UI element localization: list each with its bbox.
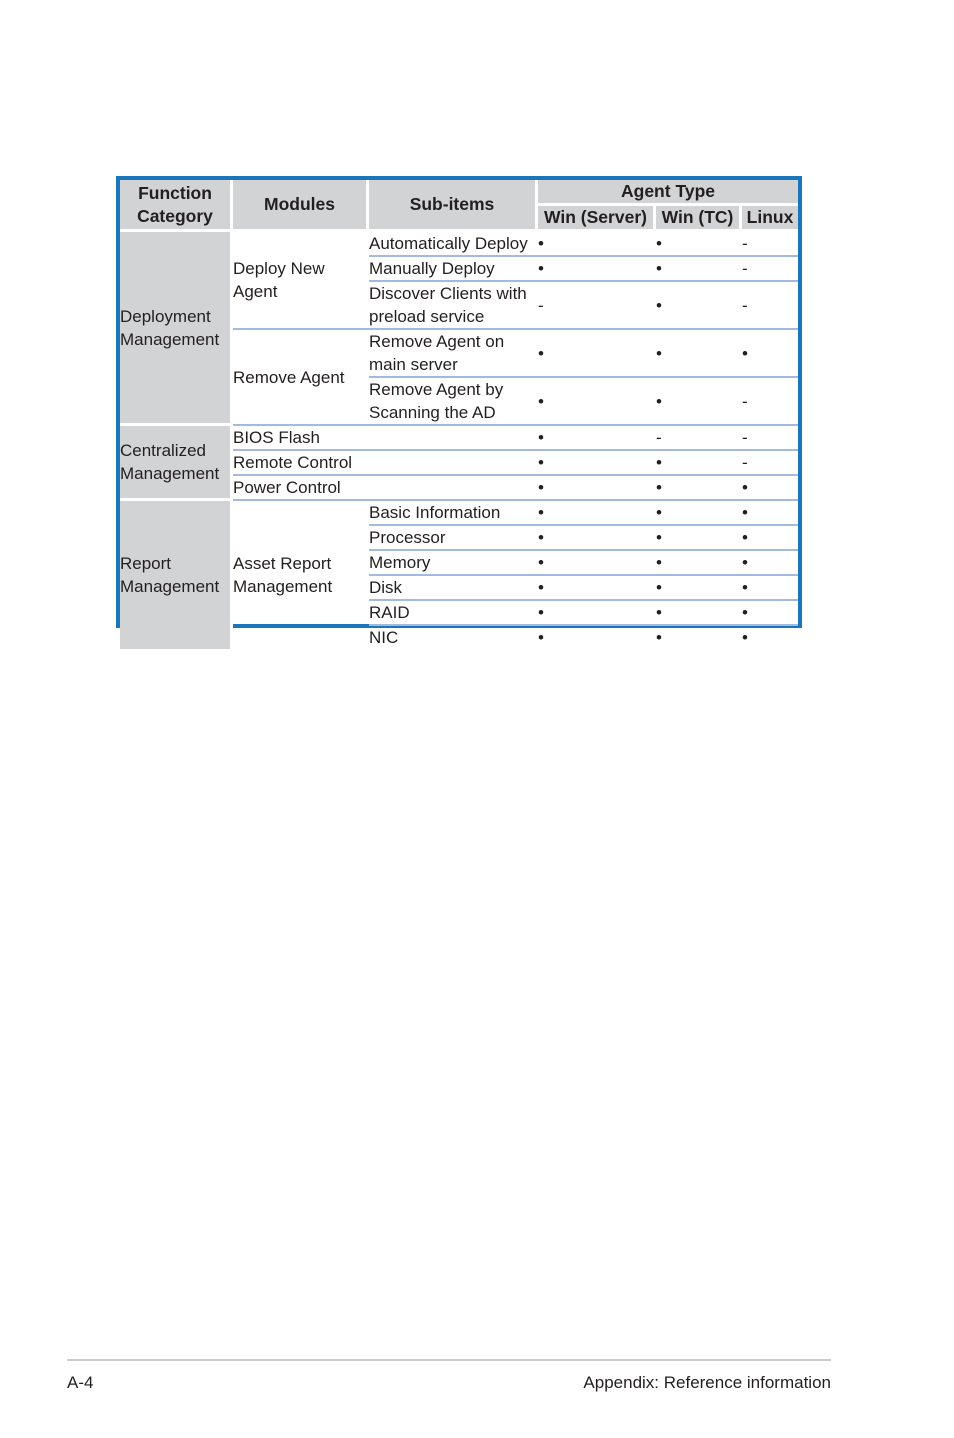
win-server-mark: • (538, 551, 656, 576)
module-cell: BIOS Flash (233, 426, 369, 451)
header-function-category: Function Category (120, 180, 233, 232)
linux-mark: • (742, 576, 798, 601)
header-agent-type: Agent Type (538, 180, 798, 206)
linux-mark: - (742, 378, 798, 426)
win-server-mark: • (538, 601, 656, 626)
win-tc-mark: - (656, 426, 742, 451)
win-tc-mark: • (656, 526, 742, 551)
sub-item-cell: Remove Agent by Scanning the AD (369, 378, 538, 426)
header-win-server: Win (Server) (538, 206, 656, 232)
module-cell: Deploy New Agent (233, 232, 369, 330)
header-sub-items: Sub-items (369, 180, 538, 232)
sub-item-cell: Disk (369, 576, 538, 601)
win-tc-mark: • (656, 330, 742, 378)
win-server-mark: • (538, 378, 656, 426)
sub-item-cell: Manually Deploy (369, 257, 538, 282)
win-server-mark: - (538, 282, 656, 330)
sub-item-cell: RAID (369, 601, 538, 626)
linux-mark: • (742, 330, 798, 378)
win-server-mark: • (538, 501, 656, 526)
table-row (120, 232, 798, 257)
win-tc-mark: • (656, 576, 742, 601)
win-tc-mark: • (656, 378, 742, 426)
win-tc-mark: • (656, 451, 742, 476)
win-server-mark: • (538, 257, 656, 282)
header-modules: Modules (233, 180, 369, 232)
win-tc-mark: • (656, 282, 742, 330)
win-tc-mark: • (656, 628, 662, 647)
sub-item-cell (369, 426, 538, 451)
sub-item-cell: Processor (369, 526, 538, 551)
category-cell: Deployment Management (120, 232, 233, 426)
sub-item-cell (369, 451, 538, 476)
win-tc-mark: • (656, 501, 742, 526)
linux-mark: • (742, 526, 798, 551)
linux-mark: • (742, 551, 798, 576)
sub-item-cell: Remove Agent on main server (369, 330, 538, 378)
linux-mark: - (742, 426, 798, 451)
header-linux: Linux (742, 206, 798, 232)
win-tc-mark: • (656, 476, 742, 501)
sub-item-cell: Basic Information (369, 501, 538, 526)
win-server-mark: • (538, 426, 656, 451)
module-cell: Remove Agent (233, 330, 369, 426)
table-row (120, 426, 798, 451)
win-tc-mark: • (656, 601, 742, 626)
category-cell: Centralized Management (120, 426, 233, 501)
category-cell: Report Management (120, 501, 233, 649)
linux-mark: • (742, 601, 798, 626)
win-server-mark: • (538, 232, 656, 257)
linux-mark: • (742, 628, 748, 647)
win-server-mark: • (538, 476, 656, 501)
win-server-mark: • (538, 526, 656, 551)
linux-mark: - (742, 232, 798, 257)
module-cell: Power Control (233, 476, 369, 501)
linux-mark: - (742, 282, 798, 330)
footer-rule (67, 1359, 831, 1361)
linux-mark: - (742, 451, 798, 476)
win-server-mark: • (538, 330, 656, 378)
sub-item-cell: NIC (369, 628, 399, 647)
feature-table-frame (116, 176, 802, 647)
win-tc-mark: • (656, 257, 742, 282)
win-server-mark: • (538, 628, 544, 647)
page-number: A-4 (67, 1373, 94, 1392)
win-tc-mark: • (656, 551, 742, 576)
linux-mark: • (742, 476, 798, 501)
win-tc-mark: • (656, 232, 742, 257)
sub-item-cell: Memory (369, 551, 538, 576)
feature-table (120, 180, 798, 649)
linux-mark: - (742, 257, 798, 282)
footer-section-title: Appendix: Reference information (583, 1373, 831, 1392)
sub-item-cell: Automatically Deploy (369, 232, 538, 257)
table-row (120, 501, 798, 526)
sub-item-cell: Discover Clients with preload service (369, 282, 538, 330)
win-server-mark: • (538, 451, 656, 476)
module-cell: Remote Control (233, 451, 369, 476)
sub-item-cell (369, 476, 538, 501)
win-server-mark: • (538, 576, 656, 601)
module-cell: Asset Report Management (233, 554, 333, 596)
linux-mark: • (742, 501, 798, 526)
header-win-tc: Win (TC) (656, 206, 742, 232)
